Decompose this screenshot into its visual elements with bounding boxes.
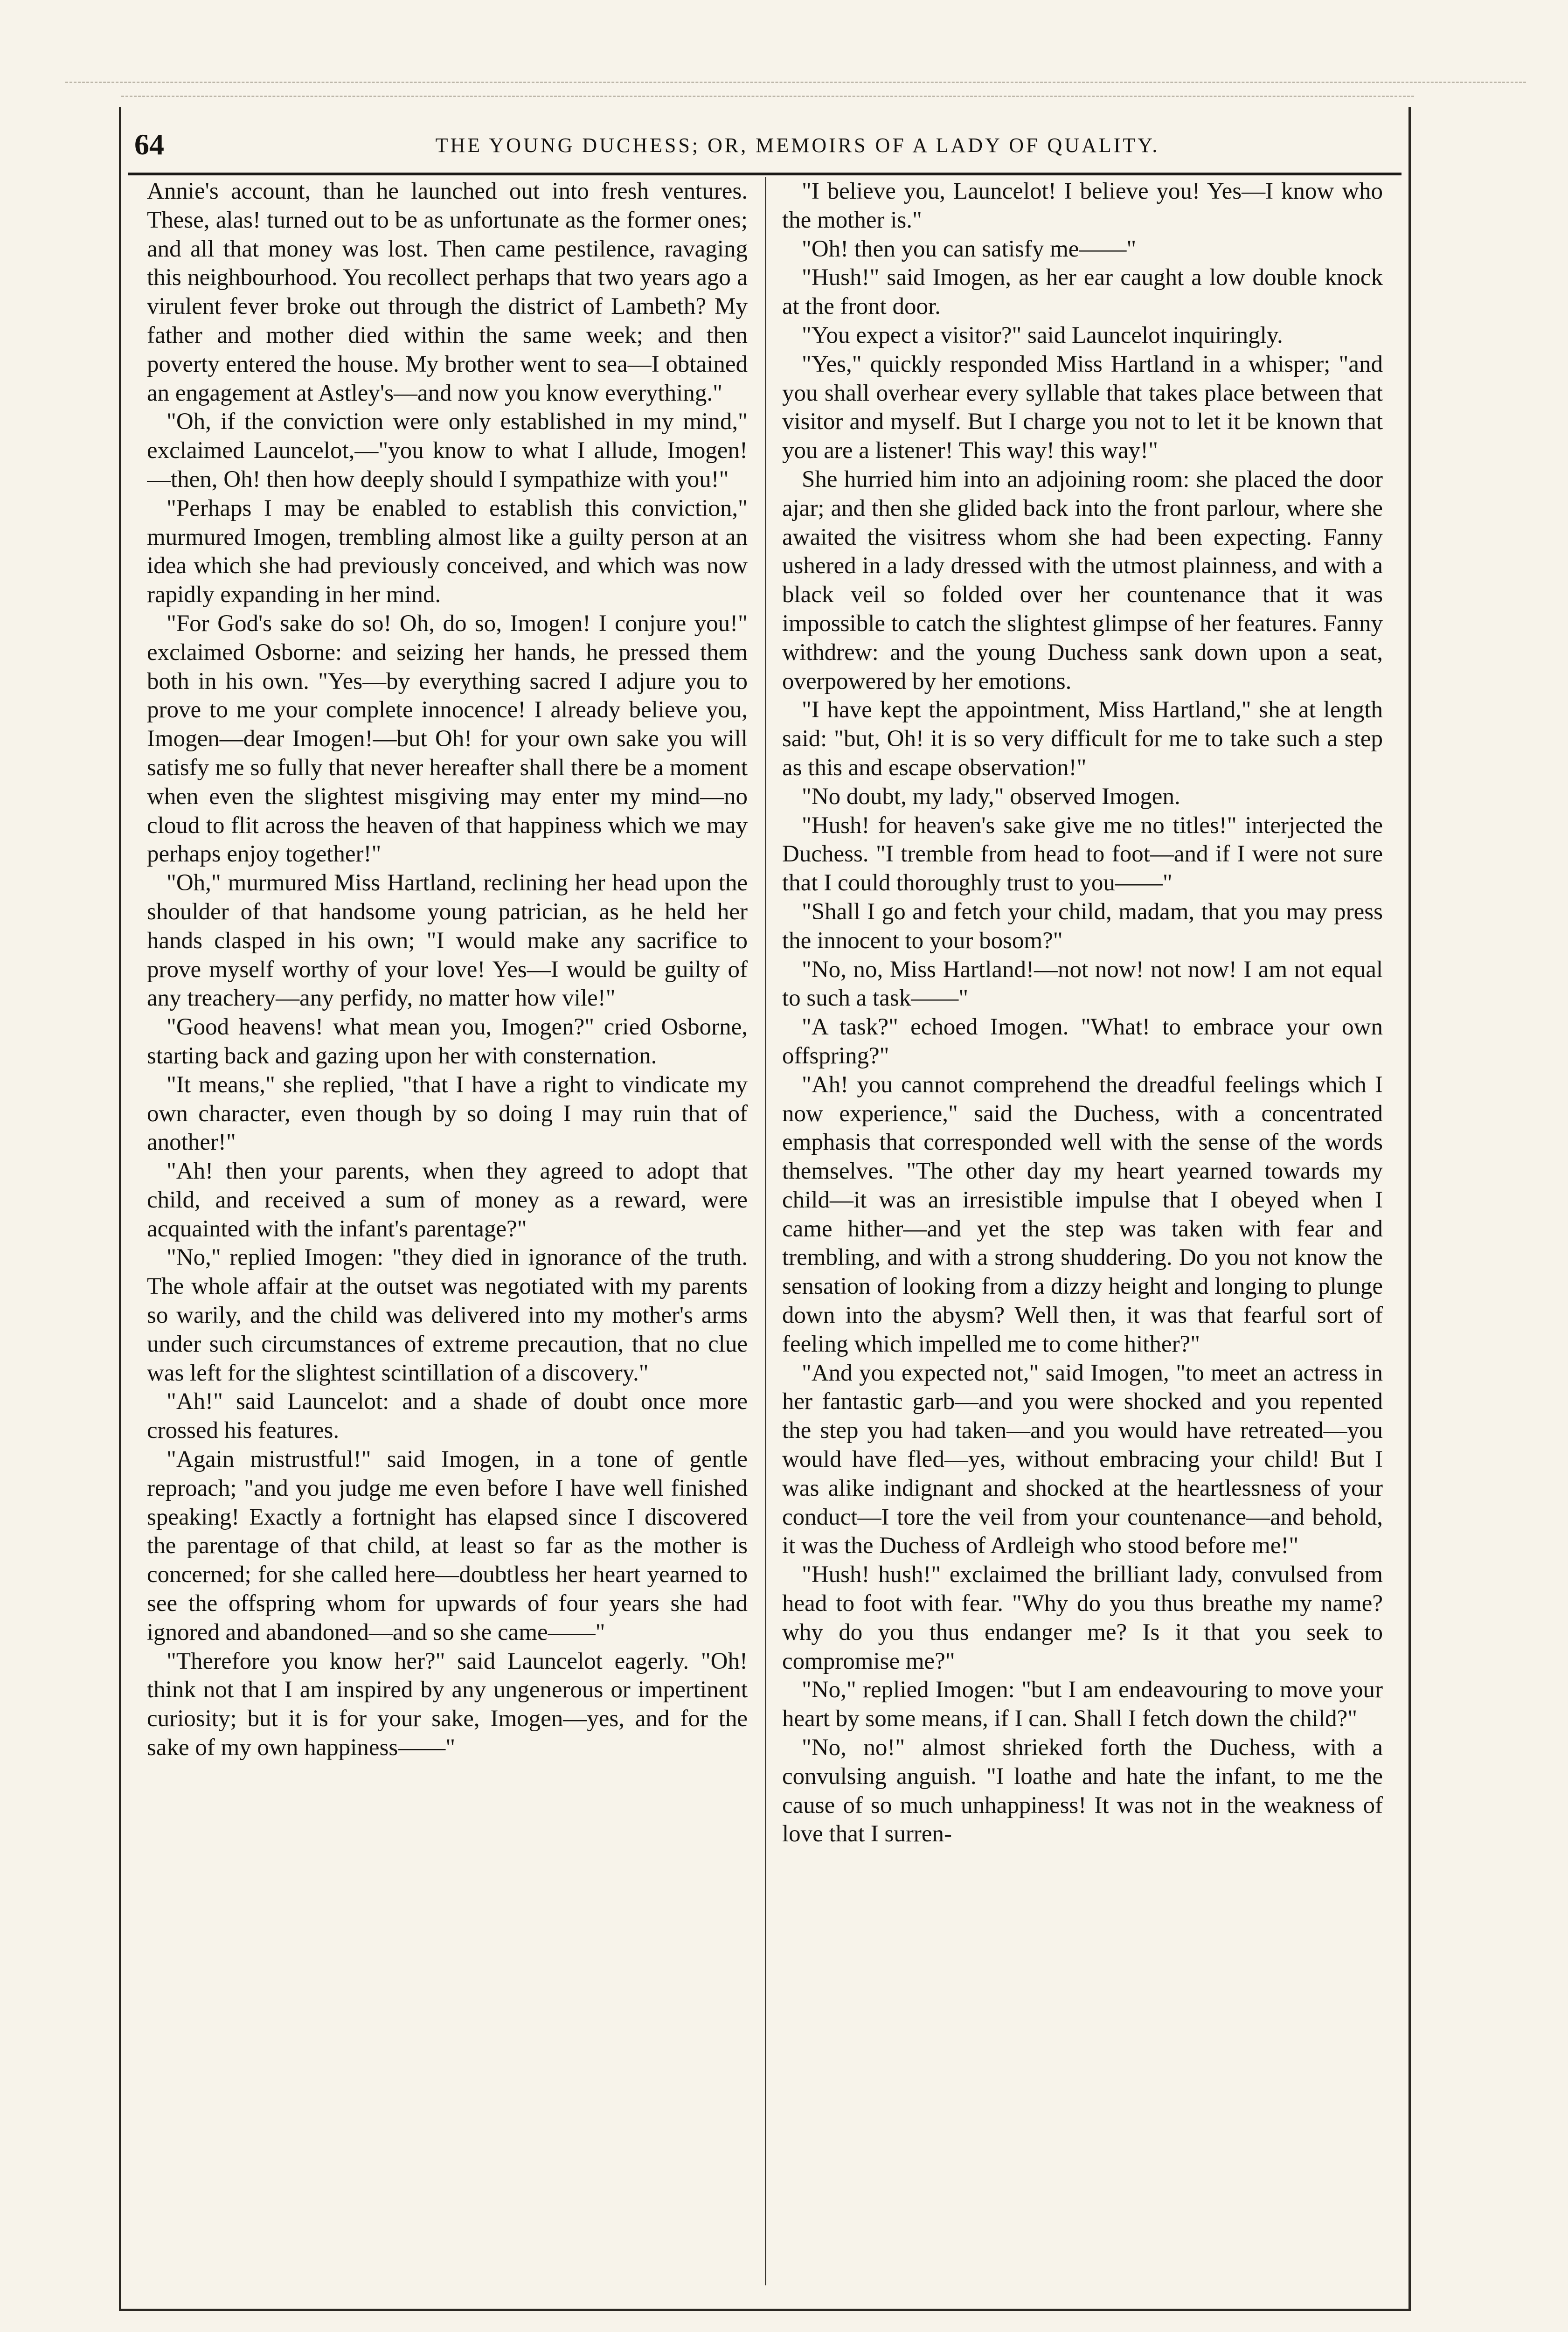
- text-columns: [147, 177, 1383, 2276]
- paragraph: "Good heavens! what mean you, Imogen?" cried Osborne, starting back and gazing upon her with consternation.: [147, 1014, 748, 1069]
- paragraph: "And you expected not," said Imogen, "to meet an actress in her fantastic garb—and you were shocked and you repented the step you had taken—and you would have retreated—you would have fled—yes, without embracing your child! But I was alike indignant and shocked at the heartlessness of your conduct—I tore the veil from your countenance—and behold, it was the Duchess of Ardleigh who stood before me!": [782, 1360, 1383, 1559]
- paragraph: "You expect a visitor?" said Launcelot inquiringly.: [802, 322, 1283, 348]
- header-rule: [128, 173, 1401, 175]
- paragraph: "Ah!" said Launcelot: and a shade of doubt once more crossed his features.: [147, 1388, 748, 1444]
- paragraph: "No," replied Imogen: "they died in ignorance of the truth. The whole affair at the outset was negotiated with my parents so warily, and the child was delivered into my mother's arms under such circumstances of extreme precaution, that no clue was left for the slightest scintillation of a discovery.": [147, 1244, 748, 1386]
- paragraph: "Therefore you know her?" said Launcelot eagerly. "Oh! think not that I am inspired by any ungenerous or impertinent curiosity; but it is for your sake, Imogen—yes, and for the sake of my own happiness——": [147, 1648, 748, 1761]
- running-head: THE YOUNG DUCHESS; OR, MEMOIRS OF A LADY OF QUALITY.: [435, 134, 1160, 157]
- paragraph: "No doubt, my lady," observed Imogen.: [802, 783, 1180, 810]
- paragraph: "A task?" echoed Imogen. "What! to embrace your own offspring?": [782, 1014, 1383, 1069]
- paragraph: "Yes," quickly responded Miss Hartland in a whisper; "and you shall overhear every syllable that takes place between that visitor and myself. But I charge you not to let it be known that you are a listener! This way! this way!": [782, 351, 1383, 464]
- paragraph: "Oh," murmured Miss Hartland, reclining her head upon the shoulder of that handsome young patrician, as he held her hands clasped in his own; "I would make any sacrifice to prove myself worthy of your love! Yes—I would be guilty of any treachery—any perfidy, no matter how vile!": [147, 870, 748, 1012]
- paragraph: "Again mistrustful!" said Imogen, in a tone of gentle reproach; "and you judge me even before I have well finished speaking! Exactly a fortnight has elapsed since I discovered the parentage of that child, at least so far as the mother is concerned; for she called here—doubtless her heart yearned to see the offspring whom for upwards of four years she had ignored and abandoned—and so she came——": [147, 1446, 748, 1645]
- page-header: [121, 124, 1408, 166]
- scan-edge-inner: [121, 96, 1414, 97]
- left-column: [147, 177, 748, 2276]
- paragraph: "Oh, if the conviction were only established in my mind," exclaimed Launcelot,—"you know to what I allude, Imogen!—then, Oh! then how deeply should I sympathize with you!": [147, 409, 748, 493]
- paragraph: "It means," she replied, "that I have a right to vindicate my own character, even though by so doing I may ruin that of another!": [147, 1071, 748, 1156]
- paragraph: "No, no!" almost shrieked forth the Duchess, with a convulsing anguish. "I loathe and hate the infant, to me the cause of so much unhappiness! It was not in the weakness of love that I surren-: [782, 1735, 1383, 1847]
- paragraph: "No," replied Imogen: "but I am endeavouring to move your heart by some means, if I can. Shall I fetch down the child?": [782, 1677, 1383, 1732]
- right-column: [782, 177, 1383, 2276]
- page-number: 64: [134, 128, 164, 161]
- scan-edge-top: [65, 82, 1526, 83]
- paragraph: She hurried him into an adjoining room: she placed the door ajar; and then she glided back into the front parlour, where she awaited the visitress whom she had been expecting. Fanny ushered in a lady dressed with the utmost plainness, and with a black veil so folded over her countenance that it was impossible to catch the slightest glimpse of her features. Fanny withdrew: and the young Duchess sank down upon a seat, overpowered by her emotions.: [782, 466, 1383, 694]
- paragraph: "Hush! for heaven's sake give me no titles!" interjected the Duchess. "I tremble from head to foot—and if I were not sure that I could thoroughly trust to you——": [782, 812, 1383, 896]
- book-page: [119, 107, 1411, 2311]
- paragraph: "Oh! then you can satisfy me——": [802, 236, 1137, 262]
- paragraph: "Hush! hush!" exclaimed the brilliant lady, convulsed from head to foot with fear. "Why do you thus breathe my name? why do you thus endanger me? Is it that you seek to compromise me?": [782, 1562, 1383, 1674]
- paragraph: "For God's sake do so! Oh, do so, Imogen! I conjure you!" exclaimed Osborne: and seizing her hands, he pressed them both in his own. "Yes—by everything sacred I adjure you to prove to me your complete innocence! I already believe you, Imogen—dear Imogen!—but Oh! for your own sake you will satisfy me so fully that never hereafter shall there be a moment when even the slightest misgiving may enter my mind—no cloud to flit across the heaven of that happiness which we may perhaps enjoy together!": [147, 610, 748, 868]
- paragraph: "Perhaps I may be enabled to establish this conviction," murmured Imogen, trembling almost like a guilty person at an idea which she had previously conceived, and which was now rapidly expanding in her mind.: [147, 495, 748, 608]
- paragraph: "Hush!" said Imogen, as her ear caught a low double knock at the front door.: [782, 264, 1383, 320]
- paragraph: "I have kept the appointment, Miss Hartland," she at length said: "but, Oh! it is so very difficult for me to take such a step as this and escape observation!": [782, 697, 1383, 781]
- paragraph: "Shall I go and fetch your child, madam, that you may press the innocent to your bosom?": [782, 898, 1383, 954]
- paragraph: "Ah! then your parents, when they agreed to adopt that child, and received a sum of money as a reward, were acquainted with the infant's parentage?": [147, 1158, 748, 1242]
- paragraph: "I believe you, Launcelot! I believe you! Yes—I know who the mother is.": [782, 178, 1383, 233]
- paragraph: Annie's account, than he launched out into fresh ventures. These, alas! turned out to be as unfortunate as the former ones; and all that money was lost. Then came pestilence, ravaging this neighbourhood. You recollect perhaps that two years ago a virulent fever broke out through the district of Lambeth? My father and mother died within the same week; and then poverty entered the house. My brother went to sea—I obtained an engagement at Astley's—and now you know everything.": [147, 178, 748, 406]
- paragraph: "Ah! you cannot comprehend the dreadful feelings which I now experience," said the Duchess, with a concentrated emphasis that corresponded well with the sense of the words themselves. "The other day my heart yearned towards my child—it was an irresistible impulse that I obeyed when I came hither—and yet the step was taken with fear and trembling, and with a strong shuddering. Do you not know the sensation of looking from a dizzy height and longing to plunge down into the abysm? Well then, it was that fearful sort of feeling which impelled me to come hither?": [782, 1071, 1383, 1357]
- paragraph: "No, no, Miss Hartland!—not now! not now! I am not equal to such a task——": [782, 956, 1383, 1012]
